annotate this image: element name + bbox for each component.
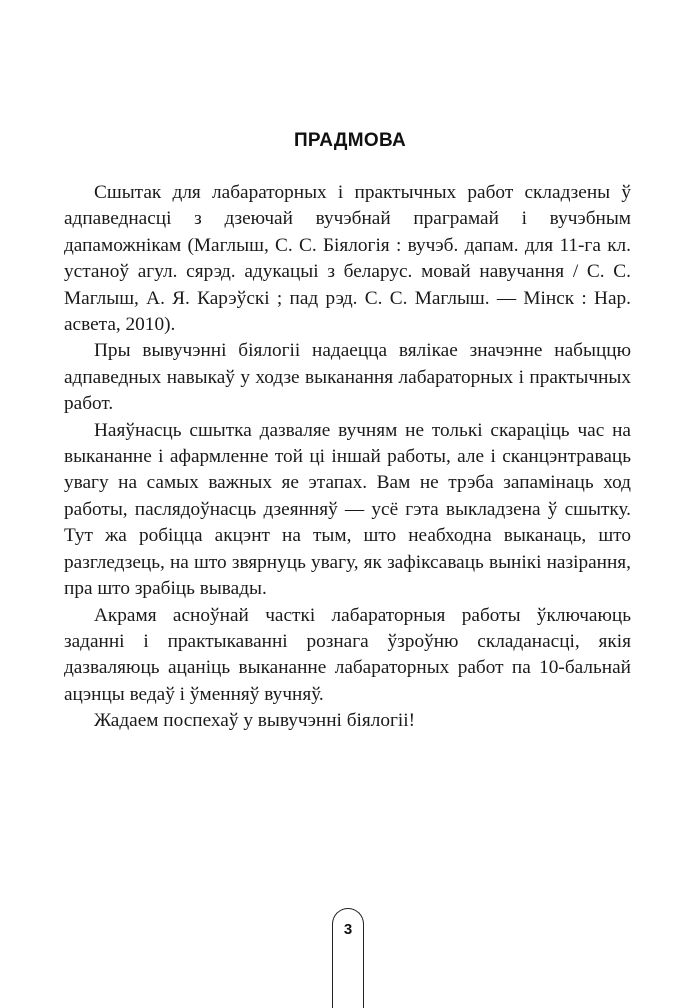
paragraph: Пры вывучэнні біялогіі надаецца вялікае значэнне набыццю адпаведных навыкаў у ходзе выканання лабараторных і практычных работ. <box>64 340 631 415</box>
body-text <box>64 180 631 735</box>
paragraph: Сшытак для лабараторных і практычных работ складзены ў адпаведнасці з дзеючай вучэбнай праграмай і вучэбным дапаможнікам (Маглыш, С. С. Біялогія : вучэб. дапам. для 11-га кл. устаноў агул. сярэд. адукацыі з беларус. мовай навучання / С. С. Маглыш, А. Я. Карэўскі ; пад рэд. С. С. Маглыш. — Мінск : Нар. асвета, 2010). <box>64 182 631 336</box>
page-title: ПРАДМОВА <box>293 130 407 151</box>
paragraph: Жадаем поспехаў у вывучэнні біялогіі! <box>94 710 416 732</box>
page-number: 3 <box>343 921 353 938</box>
paragraph: Наяўнасць сшытка дазваляе вучням не толькі скараціць час на выкананне і афармленне той ці іншай работы, але і сканцэнтраваць увагу на самых важных яе этапах. Вам не трэба запамінаць ход работы, паслядоўнасць дзеянняў — усё гэта выкладзена ў сшытку. Тут жа робіцца акцэнт на тым, што неабходна выканаць, што разгледзець, на што звярнуць увагу, як зафіксаваць вынікі назірання, пра што зрабіць вывады. <box>64 419 631 600</box>
paragraph: Акрамя асноўнай часткі лабараторныя работы ўключаюць заданні і практыкаванні рознага ўзроўню складанасці, якія дазваляюць ацаніць выкананне лабараторных работ па 10-бальнай ацэнцы ведаў і ўменняў вучняў. <box>64 604 631 705</box>
page-number-tab <box>332 908 364 1008</box>
